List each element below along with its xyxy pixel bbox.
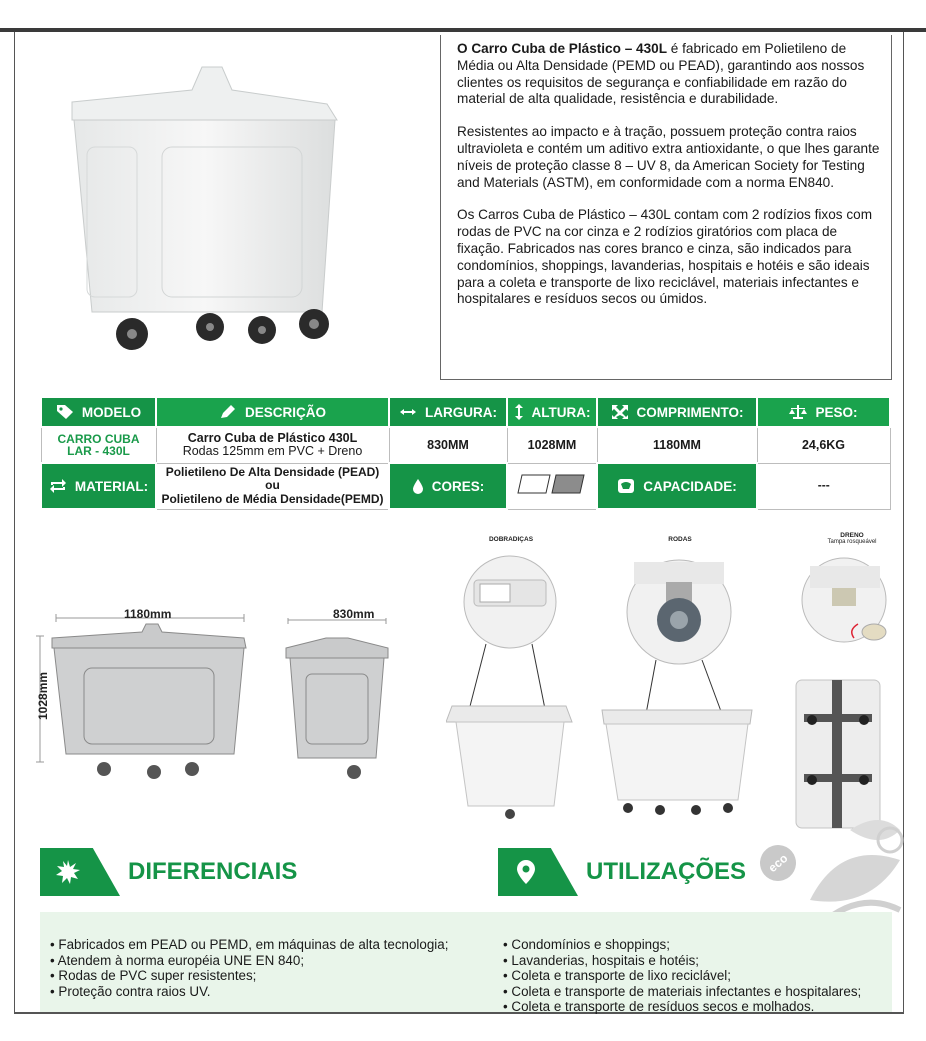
list-item: • Condomínios e shoppings; [503, 937, 893, 953]
left-border [14, 32, 15, 1012]
diferenciais-header [40, 848, 340, 896]
header-largura: LARGURA: [389, 397, 507, 427]
list-item: • Fabricados em PEAD ou PEMD, em máquinas de alta tecnologia; [50, 937, 490, 953]
hinges-caption: DOBRADIÇAS [488, 536, 534, 543]
diagonal-arrows-icon [611, 404, 629, 420]
value-comprimento: 1180MM [597, 427, 757, 463]
eco-badge: eco [753, 838, 804, 889]
list-item: • Coleta e transporte de resíduos secos e molhados. [503, 999, 893, 1015]
utilizacoes-list [503, 937, 893, 1015]
header-comprimento: COMPRIMENTO: [597, 397, 757, 427]
product-photo [52, 62, 352, 362]
header-altura: ALTURA: [507, 397, 597, 427]
scale-icon [789, 404, 807, 420]
height-label: 1028mm [36, 671, 50, 720]
list-item: • Lavanderias, hospitais e hotéis; [503, 953, 893, 969]
value-peso: 24,6KG [757, 427, 890, 463]
front-width-label: 1180mm [124, 607, 172, 621]
wheels-caption: RODAS [668, 536, 692, 543]
intro-paragraph-3: Os Carros Cuba de Plástico – 430L contam com 2 rodízios fixos com rodas de PVC na cor cinza e 2 rodízios giratórios com placa de fixação. Fabricados nas cores branco e cinza, são indicados para condomínios, shoppings, lavanderias, hospitais e hotéis e são ideais para a coleta e transporte de lixo reciclável, materiais infectantes e hospitalares e resíduos secos ou úmidos. [457, 207, 873, 307]
list-item: • Atendem à norma européia UNE EN 840; [50, 953, 490, 969]
utilizacoes-badge [498, 848, 578, 896]
diferenciais-badge [40, 848, 120, 896]
swatch-gray [552, 475, 584, 493]
diferenciais-title: DIFERENCIAIS [128, 858, 298, 885]
spec-table [40, 396, 889, 510]
side-view-drawing [282, 618, 392, 786]
header-descricao: DESCRIÇÃO [156, 397, 389, 427]
model-description: Carro Cuba de Plástico 430L Rodas 125mm em PVC + Dreno [156, 427, 389, 463]
top-rule [0, 28, 926, 32]
intro-paragraph-1: O Carro Cuba de Plástico – 430L é fabricado em Polietileno de Média ou Alta Densidade (PEMD ou PEAD), garantindo aos nossos clientes os requisitos de segurança e confiabilidade em razão do material de alta qualidade, resistência e durabilidade. [457, 41, 865, 107]
cores-label-cell: CORES: [389, 463, 507, 509]
material-label-cell: MATERIAL: [41, 463, 156, 509]
model-code: CARRO CUBA LAR - 430L [41, 427, 156, 463]
starburst-icon [56, 860, 80, 884]
map-pin-icon [516, 859, 536, 885]
value-altura: 1028MM [507, 427, 597, 463]
swatch-white [518, 475, 550, 493]
tag-icon [56, 404, 74, 420]
list-item: • Coleta e transporte de materiais infectantes e hospitalares; [503, 984, 893, 1000]
capacity-icon [617, 478, 635, 494]
utilizacoes-title: UTILIZAÇÕES [586, 858, 746, 885]
drain-caption: DRENO Tampa rosqueável [827, 532, 877, 545]
vertical-arrows-icon [514, 404, 524, 420]
material-value: Polietileno De Alta Densidade (PEAD) ou Polietileno de Média Densidade(PEMD) [156, 463, 389, 509]
diferenciais-list [50, 937, 490, 999]
capacidade-value: --- [757, 463, 890, 509]
color-swatch-icons [516, 473, 588, 495]
recycle-arrows-icon [49, 478, 67, 494]
header-peso: PESO: [757, 397, 890, 427]
header-modelo: MODELO [41, 397, 156, 427]
pencil-icon [219, 404, 237, 420]
capacidade-label-cell: CAPACIDADE: [597, 463, 757, 509]
list-item: • Proteção contra raios UV. [50, 984, 490, 1000]
color-swatches [507, 463, 597, 509]
list-item: • Rodas de PVC super resistentes; [50, 968, 490, 984]
list-item: • Coleta e transporte de lixo reciclável; [503, 968, 893, 984]
value-largura: 830MM [389, 427, 507, 463]
description-box [440, 35, 892, 380]
side-width-label: 830mm [333, 607, 375, 621]
front-view-drawing [34, 612, 256, 782]
drop-icon [412, 478, 424, 494]
utilizacoes-header [498, 848, 798, 896]
detail-photos [446, 544, 906, 834]
intro-paragraph-2: Resistentes ao impacto e à tração, possuem proteção contra raios ultravioleta e contém um aditivo extra antioxidante, o que lhes garante níveis de proteção classe 8 – UV 8, da American Society for Testing and Materials (ASTM), em conformidade com a norma EN840. [457, 124, 880, 190]
horizontal-arrows-icon [399, 404, 417, 420]
